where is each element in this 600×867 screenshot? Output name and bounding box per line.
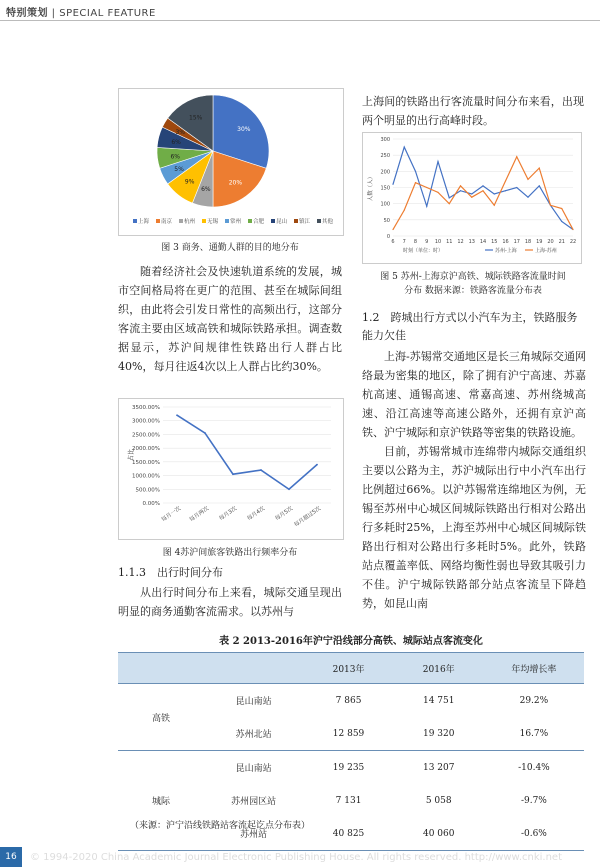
x-tick-label: 15 bbox=[491, 239, 498, 245]
y-tick-label: 2500.00% bbox=[132, 432, 160, 439]
section-1-2-paragraph-2: 目前，苏锡常城市连绵带内城际交通组织主要以公路为主，苏沪城际出行中小汽车出行比例超过66%。以沪苏锡常连绵地区为例，无锡至苏州中心城区间城际铁路出行相对公路出行多耗时25%，上海至苏州中心城区间城际铁路出行相对公路出行多耗时5%。此外，铁路站点覆盖率低、网络均衡性弱也导致其吸引力不佳。沪宁城际铁路部分站点客流呈下降趋势，如昆山南 bbox=[362, 445, 586, 610]
growth-cell: -10.4% bbox=[518, 762, 550, 773]
group-label-chengji: 城际 bbox=[151, 797, 170, 807]
growth-cell: 16.7% bbox=[519, 728, 549, 739]
data-point bbox=[260, 469, 262, 471]
legend-label: 杭州 bbox=[184, 219, 196, 225]
data-point bbox=[539, 168, 540, 169]
legend-swatch bbox=[156, 219, 160, 223]
value-2016-cell: 5 058 bbox=[425, 795, 452, 806]
data-point bbox=[449, 203, 450, 204]
figure-5-caption bbox=[362, 270, 584, 298]
value-2013-cell: 7 865 bbox=[335, 695, 362, 706]
y-tick-label: 300 bbox=[380, 137, 390, 143]
x-tick-label: 18 bbox=[524, 239, 532, 245]
figure-5-caption-line-2: 分布 数据来源：铁路客流量分布表 bbox=[404, 286, 542, 296]
group-label-gaotie: 高铁 bbox=[151, 713, 170, 724]
data-point bbox=[404, 146, 405, 147]
data-point bbox=[505, 190, 506, 191]
y-tick-label: 3500.00% bbox=[132, 405, 160, 411]
pie-slice-label: 20% bbox=[228, 179, 243, 187]
pie-slice-label: 6% bbox=[170, 153, 180, 161]
x-tick-label: 12 bbox=[457, 239, 464, 245]
legend-swatch bbox=[133, 219, 137, 223]
legend-swatch bbox=[179, 219, 183, 223]
pie-slice-label: 30% bbox=[237, 126, 251, 134]
data-point bbox=[426, 206, 427, 207]
data-point bbox=[516, 156, 517, 157]
x-tick-label: 8 bbox=[413, 239, 418, 245]
data-point bbox=[392, 184, 393, 185]
x-tick-label: 每月一次 bbox=[160, 505, 183, 524]
pie-slice-label: 3% bbox=[175, 129, 185, 137]
y-tick-label: 0.00% bbox=[142, 501, 160, 507]
data-point bbox=[437, 161, 438, 162]
value-2013-cell: 19 235 bbox=[332, 762, 365, 773]
left-paragraph-1-text: 随着经济社会及快速轨道系统的发展，城市空间格局将在更广的范围、甚至在城际间组织，由此将会引发日常性的高频出行，这部分客流主要由区域高铁和城际铁路承担。调查数据显示，苏沪间规律性铁路出行人群占比40%，每月往返4次以上人群占比约30%。 bbox=[118, 265, 342, 373]
x-tick-label: 16 bbox=[502, 239, 509, 245]
section-1-1-3-body bbox=[118, 583, 342, 621]
y-tick-label: 200 bbox=[380, 169, 390, 176]
line-chart-time-distribution-svg bbox=[363, 133, 581, 263]
data-point bbox=[572, 229, 573, 230]
value-2016-cell: 13 207 bbox=[422, 762, 455, 773]
legend-swatch bbox=[225, 219, 229, 223]
table-header-row bbox=[118, 653, 584, 684]
growth-cell: -9.7% bbox=[520, 795, 547, 806]
legend-label: 合肥 bbox=[253, 219, 265, 225]
data-point bbox=[404, 210, 405, 211]
x-tick-label: 14 bbox=[479, 239, 487, 245]
x-tick-label: 21 bbox=[558, 239, 565, 245]
data-point bbox=[204, 432, 206, 434]
figure-3-pie-chart bbox=[118, 88, 344, 236]
value-2013-cell: 12 859 bbox=[332, 728, 365, 739]
pie-slice-label: 6% bbox=[171, 139, 181, 147]
running-header bbox=[6, 4, 156, 19]
figure-4-line-chart bbox=[118, 398, 344, 540]
data-point bbox=[415, 182, 416, 183]
station-cell: 苏州站 bbox=[240, 830, 268, 840]
table-row bbox=[118, 684, 584, 718]
page-number: 16 bbox=[0, 847, 22, 867]
legend-swatch bbox=[202, 219, 206, 223]
section-1-2-heading bbox=[362, 309, 586, 345]
legend-label: 苏州-上海 bbox=[495, 248, 517, 254]
legend-label: 上海-苏州 bbox=[535, 248, 557, 254]
legend-swatch bbox=[271, 219, 275, 223]
pie-slice-label: 5% bbox=[174, 165, 184, 173]
right-top-paragraph bbox=[362, 92, 584, 130]
data-point bbox=[392, 229, 393, 230]
data-point bbox=[460, 190, 461, 191]
section-1-1-3-heading: 1.1.3 出行时间分布 bbox=[118, 566, 223, 579]
station-cell: 昆山南站 bbox=[235, 764, 272, 774]
x-tick-label: 每月超过5次 bbox=[293, 505, 323, 529]
x-tick-label: 每月3次 bbox=[218, 505, 239, 523]
data-point bbox=[505, 180, 506, 181]
x-tick-label: 9 bbox=[425, 239, 429, 245]
value-2016-cell: 19 320 bbox=[422, 728, 455, 739]
y-axis-label: 占比 bbox=[128, 448, 135, 462]
y-tick-label: 0 bbox=[386, 234, 390, 240]
data-point bbox=[460, 185, 461, 186]
value-2013-cell: 7 131 bbox=[335, 795, 362, 806]
legend-label: 昆山 bbox=[276, 219, 288, 225]
y-tick-label: 1500.00% bbox=[132, 459, 160, 466]
x-tick-label: 每月5次 bbox=[274, 505, 295, 523]
x-tick-label: 10 bbox=[434, 239, 442, 245]
y-tick-label: 150 bbox=[380, 185, 390, 192]
y-tick-label: 3000.00% bbox=[132, 418, 160, 425]
data-point bbox=[550, 205, 551, 206]
value-2016-cell: 40 060 bbox=[422, 828, 455, 839]
y-tick-label: 500.00% bbox=[135, 487, 160, 494]
table-header-cell bbox=[204, 653, 304, 684]
table-2-title: 表 2 2013-2016年沪宁沿线部分高铁、城际站点客流变化 bbox=[219, 636, 483, 647]
section-1-2-body bbox=[362, 347, 586, 613]
pie-slice-label: 9% bbox=[184, 178, 195, 186]
x-tick-label: 13 bbox=[468, 239, 475, 245]
data-point bbox=[516, 187, 517, 188]
x-tick-label: 每月两次 bbox=[188, 505, 211, 524]
station-cell: 苏州园区站 bbox=[231, 797, 277, 807]
legend-label: 南京 bbox=[161, 219, 173, 225]
legend-swatch bbox=[317, 219, 321, 223]
x-tick-label: 11 bbox=[446, 239, 453, 245]
station-cell: 苏州北站 bbox=[235, 730, 272, 740]
pie-chart-svg bbox=[119, 89, 343, 235]
line-chart-frequency-svg bbox=[119, 399, 343, 539]
legend-swatch bbox=[294, 219, 298, 223]
figure-4-caption: 图 4苏沪间旅客铁路出行频率分布 bbox=[162, 548, 298, 558]
legend-label: 镇江 bbox=[299, 219, 311, 225]
y-axis-label: 人数（人） bbox=[368, 173, 374, 202]
legend-label: 无锡 bbox=[207, 219, 219, 225]
header-rule bbox=[0, 20, 600, 21]
legend-label: 常州 bbox=[230, 219, 242, 225]
data-point bbox=[471, 193, 472, 194]
series-line bbox=[393, 157, 573, 230]
data-point bbox=[449, 197, 450, 198]
section-1-2-paragraph-1: 上海-苏锡常交通地区是长三角城际交通网络最为密集的地区，除了拥有沪宁高速、苏嘉杭高速、通锡高速、常嘉高速、苏州绕城高速、沿江高速等高速公路外，还拥有京沪高铁、沪宁城际和京沪铁路等密集的铁路设施。 bbox=[362, 350, 586, 439]
x-tick-label: 22 bbox=[569, 239, 577, 245]
header-separator: | bbox=[48, 8, 60, 19]
section-1-2-heading-line-2: 能力欠佳 bbox=[362, 329, 406, 342]
table-header-2013: 2013年 bbox=[303, 653, 393, 684]
footer-copyright: © 1994-2020 China Academic Journal Electronic Publishing House. All rights reserved. http://www.cnki.net bbox=[30, 852, 562, 863]
figure-5-caption-line-1: 图 5 苏州-上海京沪高铁、城际铁路客流量时间 bbox=[380, 272, 566, 282]
table-row bbox=[118, 751, 584, 785]
x-axis-label: 时刻（单位：时） bbox=[403, 248, 444, 254]
data-point bbox=[494, 205, 495, 206]
table-header-cell bbox=[118, 653, 204, 684]
x-tick-label: 20 bbox=[547, 239, 554, 245]
data-point bbox=[176, 414, 178, 416]
growth-cell: -0.6% bbox=[520, 828, 547, 839]
x-tick-label: 每月4次 bbox=[246, 505, 267, 523]
data-point bbox=[288, 488, 290, 490]
x-tick-label: 6 bbox=[391, 239, 395, 245]
table-2-source: （来源：沪宁沿线铁路站客流起讫点分布表） bbox=[130, 821, 311, 831]
data-point bbox=[471, 197, 472, 198]
figure-3-caption: 图 3 商务、通勤人群的目的地分布 bbox=[161, 243, 299, 253]
data-point bbox=[539, 185, 540, 186]
section-1-2-heading-line-1: 1.2 跨城出行方式以小汽车为主，铁路服务 bbox=[362, 311, 578, 324]
left-paragraph-1 bbox=[118, 262, 342, 376]
data-point bbox=[415, 171, 416, 172]
station-cell: 昆山南站 bbox=[235, 697, 272, 707]
section-1-1-3-text: 从出行时间分布上来看，城际交通呈现出明显的商务通勤客流需求。以苏州与 bbox=[118, 586, 342, 618]
pie-slice-label: 6% bbox=[201, 185, 211, 193]
growth-cell: 29.2% bbox=[519, 695, 549, 706]
x-tick-label: 19 bbox=[536, 239, 543, 245]
legend-label: 上海 bbox=[138, 219, 150, 225]
header-cn: 特别策划 bbox=[6, 8, 48, 19]
table-header-2016: 2016年 bbox=[394, 653, 484, 684]
right-top-text: 上海间的铁路出行客流量时间分布来看，出现两个明显的出行高峰时段。 bbox=[362, 95, 584, 127]
data-point bbox=[316, 464, 318, 466]
series-line bbox=[393, 147, 573, 229]
legend-swatch bbox=[248, 219, 252, 223]
data-point bbox=[232, 473, 234, 475]
y-tick-label: 2000.00% bbox=[132, 446, 160, 453]
pie-slice-label: 15% bbox=[189, 114, 203, 122]
value-2016-cell: 14 751 bbox=[422, 695, 455, 706]
data-point bbox=[494, 193, 495, 194]
x-tick-label: 7 bbox=[402, 239, 406, 245]
x-tick-label: 17 bbox=[513, 239, 520, 245]
frequency-series-line bbox=[177, 415, 317, 489]
y-tick-label: 1000.00% bbox=[132, 473, 160, 480]
data-point bbox=[437, 192, 438, 193]
value-2013-cell: 40 825 bbox=[332, 828, 365, 839]
data-point bbox=[561, 221, 562, 222]
data-point bbox=[482, 190, 483, 191]
data-point bbox=[527, 179, 528, 180]
header-en: SPECIAL FEATURE bbox=[59, 8, 156, 19]
data-point bbox=[426, 187, 427, 188]
data-point bbox=[527, 197, 528, 198]
legend-label: 其他 bbox=[322, 219, 334, 225]
data-point bbox=[482, 185, 483, 186]
data-point bbox=[561, 208, 562, 209]
y-tick-label: 250 bbox=[380, 153, 390, 160]
table-header-growth: 年均增长率 bbox=[484, 653, 584, 684]
y-tick-label: 50 bbox=[383, 217, 390, 224]
y-tick-label: 100 bbox=[380, 201, 390, 208]
figure-5-line-chart bbox=[362, 132, 582, 264]
